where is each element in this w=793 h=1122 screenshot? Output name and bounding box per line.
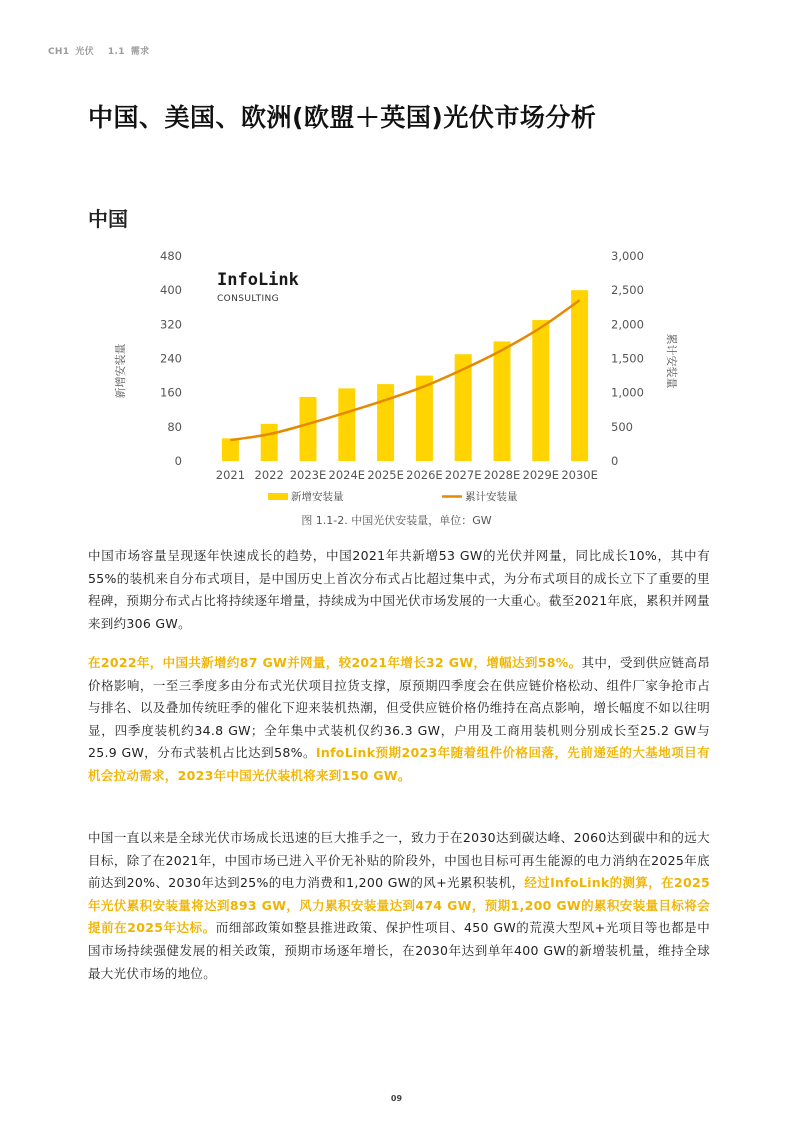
x-tick-label: 2029E (522, 468, 560, 482)
breadcrumb-section-name: 需求 (130, 47, 150, 57)
highlighted-text: InfoLink预期2023年随着组件价格回落，先前递延的大基地项目有机会拉动需求，2023年中国光伏装机将来到150 GW。 (88, 745, 711, 783)
y2-tick-label: 1,000 (611, 385, 644, 400)
y-axis-label: 新增安装量 (114, 343, 127, 399)
bar-2028E (494, 341, 511, 461)
body-text: 其中，受到供应链高昂价格影响，一至三季度多由分布式光伏项目拉货支撑，原预期四季度会在供应链价格松动、组件厂家争抢市占与排名、以及叠加传统旺季的催化下迎来装机热潮，但受供应链价格仍维持在高点影响，增长幅度不如以往明显，四季度装机约34.8 GW；全年集中式装机仅约36.3 GW，户用及工商用装机则分别成长至25.2 GW与25.9 GW，分布式装机占比达到58%。 (88, 655, 710, 761)
x-tick-label: 2026E (406, 468, 443, 482)
x-tick-label: 2028E (483, 468, 521, 482)
logo-name: InfoLink (217, 270, 299, 290)
legend-label-new: 新增安装量 (291, 491, 344, 503)
y-tick-label: 80 (167, 419, 182, 434)
legend-swatch-new (268, 493, 288, 500)
breadcrumb (48, 44, 155, 57)
bar-2022 (261, 424, 278, 461)
breadcrumb-chapter: CH1 (48, 47, 70, 57)
y2-axis-label: 累计安装量 (665, 333, 678, 389)
logo-subtitle: CONSULTING (217, 294, 280, 304)
paragraph-1 (88, 545, 710, 635)
body-text: 而细部政策如整县推进政策、保护性项目、450 GW的荒漠大型风+光项目等也都是中国市场持续强健发展的相关政策，预期市场逐年增长，在2030年达到单年400 GW的新增装机量，维持全球最大光伏市场的地位。 (88, 920, 711, 981)
series-line-cumulative (230, 300, 579, 440)
x-tick-label: 2023E (289, 468, 327, 482)
bar-2024E (338, 388, 355, 461)
y2-tick-label: 0 (611, 454, 619, 468)
bar-2029E (532, 320, 549, 461)
figure-caption: 图 1.1-2. 中国光伏安装量，单位：GW (301, 514, 492, 527)
y-tick-label: 480 (160, 249, 182, 263)
section-heading: 中国 (88, 207, 128, 231)
chart-legend (268, 490, 518, 503)
highlighted-text: 经过InfoLink的测算，在2025年光伏累积安装量将达到893 GW，风力累积安装量达到474 GW，预期1,200 GW的累积安装量目标将会提前在2025年达标。 (88, 875, 710, 936)
bar-2030E (571, 290, 588, 461)
body-text: 中国市场容量呈现逐年快速成长的趋势，中国2021年共新增53 GW的光伏并网量，同比成长10%，其中有55%的装机来自分布式项目，是中国历史上首次分布式占比超过集中式，为分布式项目的成长立下了重要的里程碑，预期分布式占比将持续逐年增量，持续成为中国光伏市场发展的一大重心。截至2021年底，累积并网量来到约306 GW。 (88, 548, 710, 631)
bar-2025E (377, 384, 394, 461)
highlighted-text: 在2022年，中国共新增约87 GW并网量，较2021年增长32 GW，增幅达到58%。 (88, 655, 582, 670)
y-tick-label: 160 (160, 385, 182, 400)
installation-chart (100, 240, 678, 508)
y2-tick-label: 3,000 (611, 249, 644, 263)
x-tick-label: 2021 (215, 468, 246, 482)
y-tick-label: 400 (160, 283, 182, 298)
paragraph-2 (88, 652, 710, 788)
bar-2023E (300, 397, 317, 461)
x-tick-label: 2025E (367, 468, 404, 482)
y2-tick-label: 500 (611, 419, 633, 434)
page-number: 09 (390, 1094, 403, 1103)
legend-label-cumulative: 累计安装量 (465, 491, 518, 503)
y-tick-label: 320 (160, 317, 182, 332)
y2-tick-label: 2,000 (611, 317, 644, 332)
paragraph-3 (88, 827, 710, 985)
x-tick-label: 2027E (444, 468, 482, 482)
y-tick-label: 0 (174, 454, 182, 468)
page-title: 中国、美国、欧洲(欧盟＋英国)光伏市场分析 (88, 103, 597, 132)
x-tick-label: 2030E (561, 468, 598, 482)
breadcrumb-section: 1.1 (107, 47, 125, 57)
body-text: 中国一直以来是全球光伏市场成长迅速的巨大推手之一，致力于在2030达到碳达峰、2060达到碳中和的远大目标，除了在2021年，中国市场已进入平价无补贴的阶段外，中国也目标可再生能源的电力消纳在2025年底前达到20%、2030年达到25%的电力消费和1,200 GW的风+光累积装机， (88, 830, 710, 891)
x-tick-label: 2024E (328, 468, 366, 482)
y2-tick-label: 2,500 (611, 283, 644, 298)
bar-2021 (222, 438, 239, 461)
y2-tick-label: 1,500 (611, 351, 644, 366)
x-tick-label: 2022 (254, 468, 284, 482)
breadcrumb-chapter-name: 光伏 (75, 47, 94, 57)
y-tick-label: 240 (160, 351, 182, 366)
infolink-logo (217, 270, 299, 304)
